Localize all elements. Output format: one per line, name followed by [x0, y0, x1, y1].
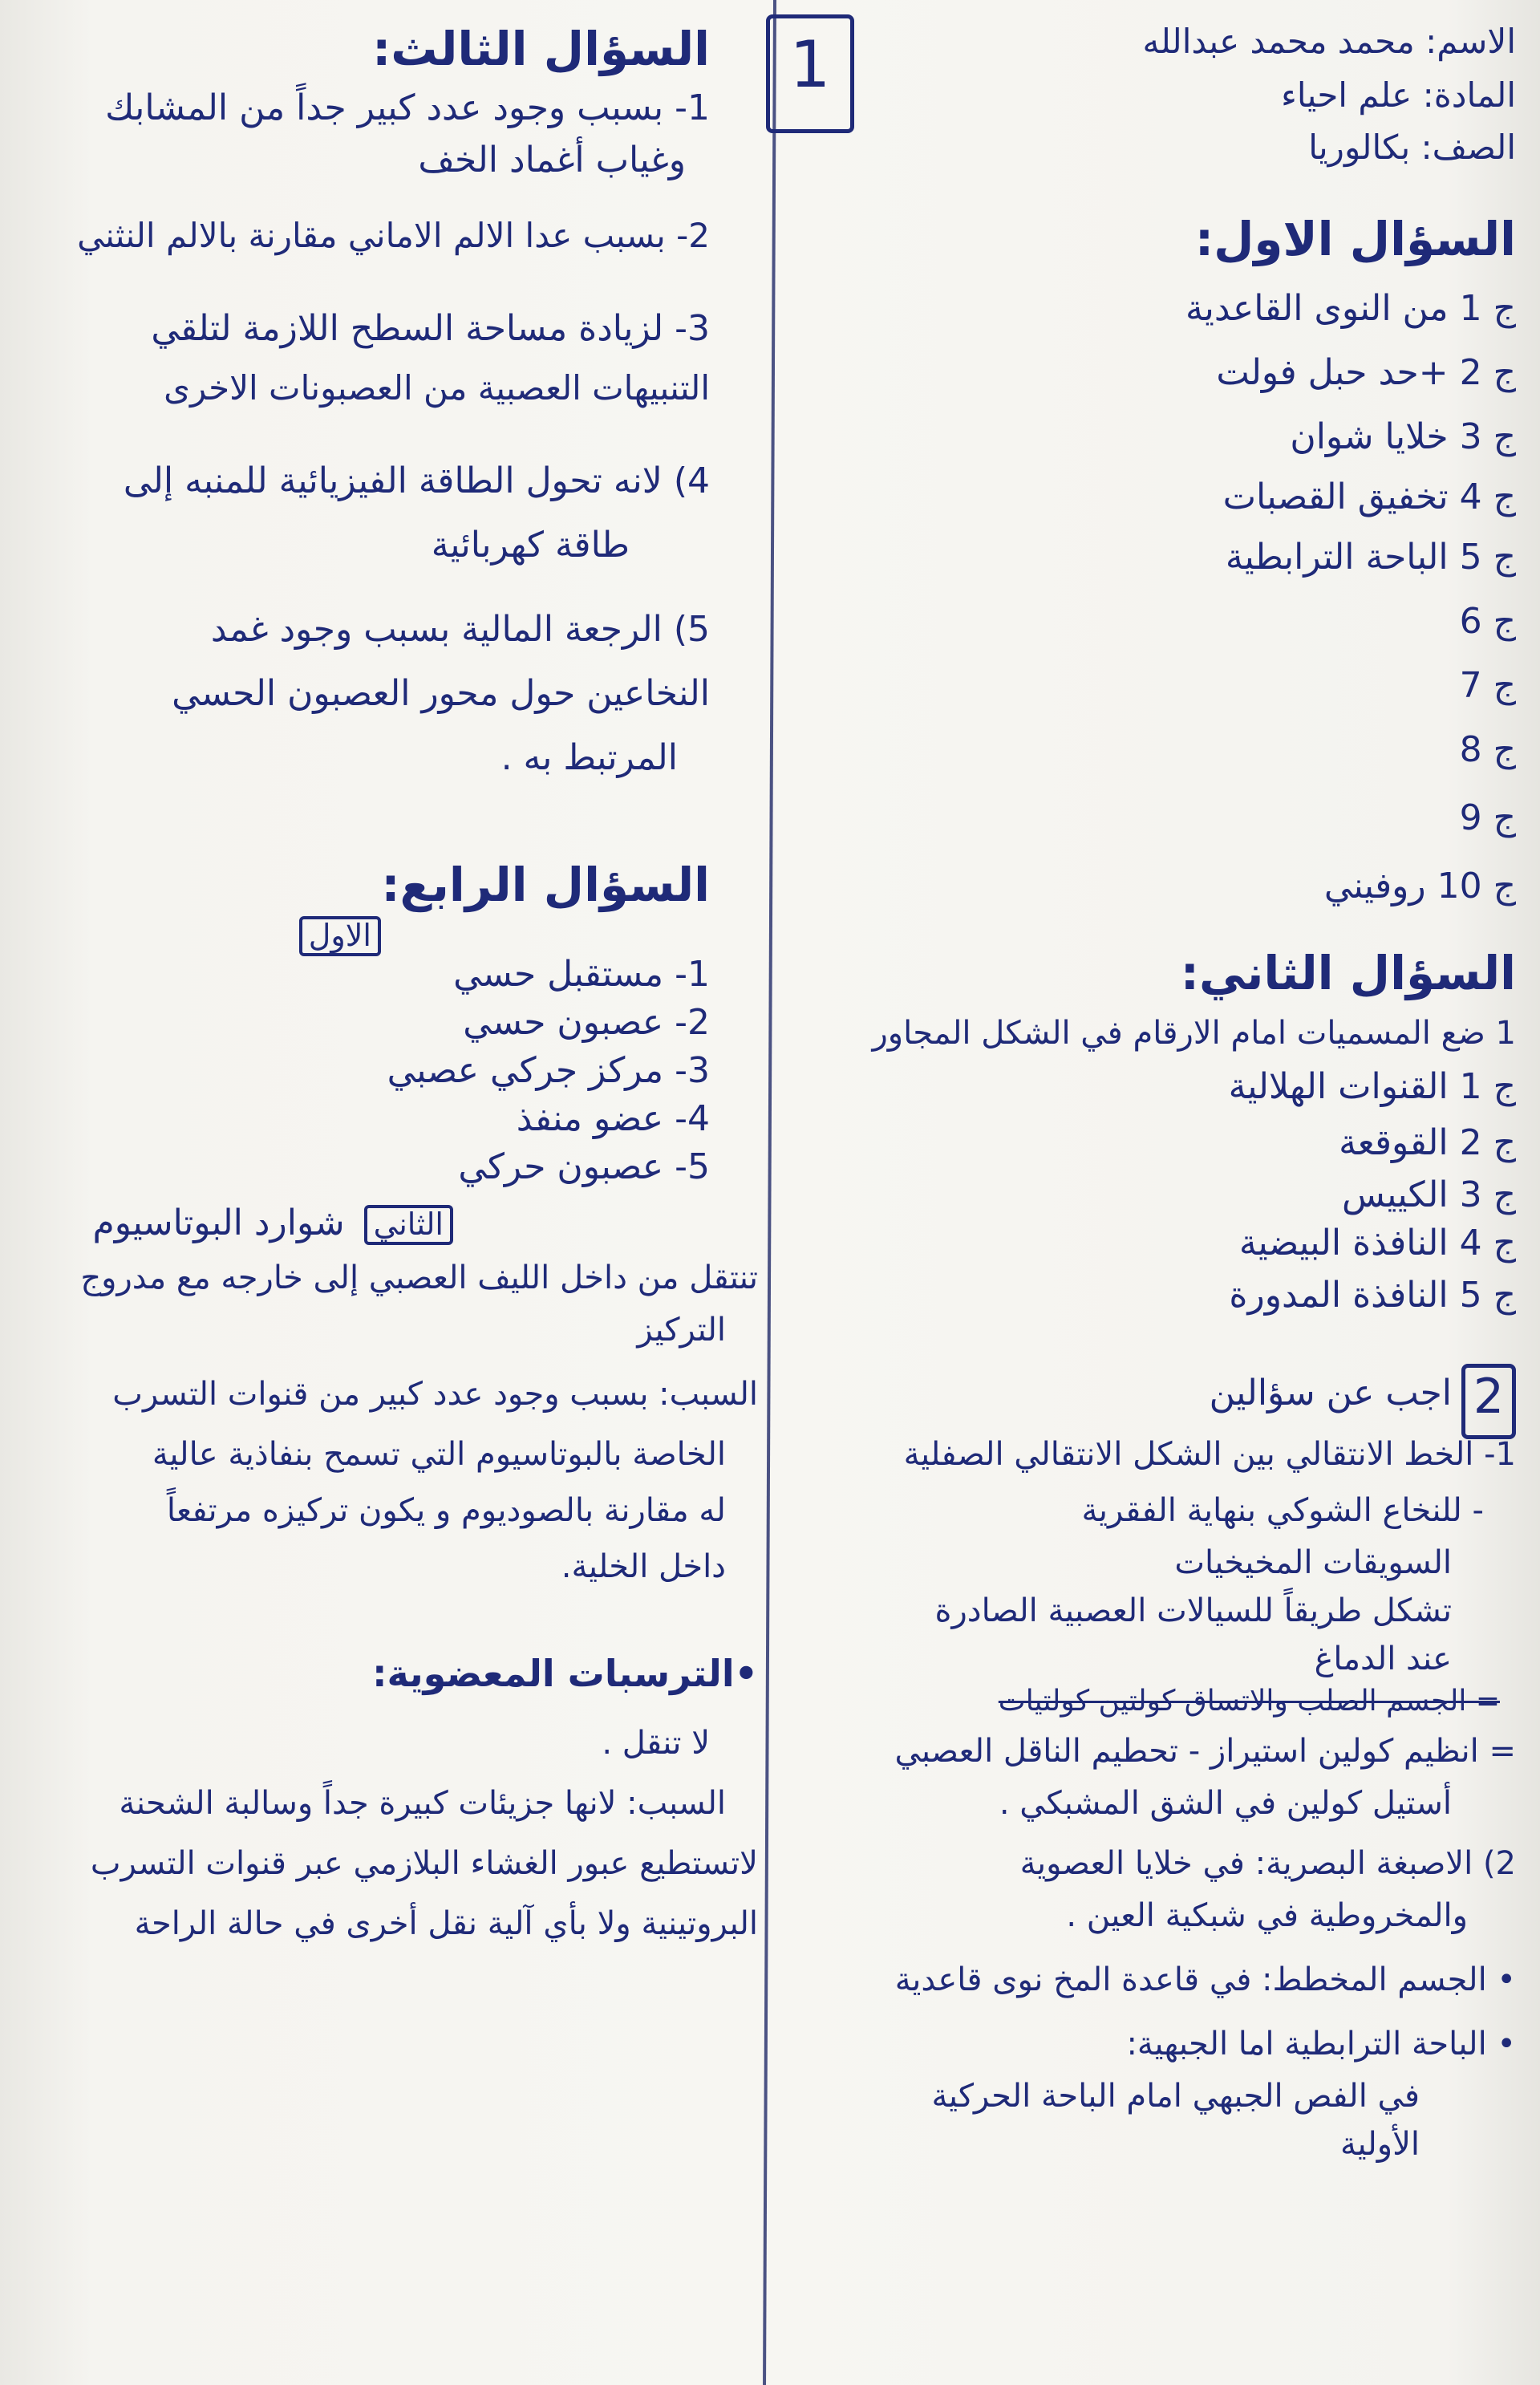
q4-second-line-1: تنتقل من داخل الليف العصبي إلى خارجه مع مدروج	[80, 1259, 758, 1296]
q4-list-2: 2- عصبون حسي	[463, 1002, 710, 1043]
section2-item-8: أستيل كولين في الشق المشبكي .	[999, 1785, 1452, 1822]
q4-third-line-3: لاتستطيع عبور الغشاء البلازمي عبر قنوات التسرب	[90, 1845, 758, 1882]
q4-list-1: 1- مستقبل حسي	[453, 954, 710, 995]
q4-title: السؤال الرابع:	[381, 858, 710, 912]
section2-item-7: = انظيم كولين استيراز - تحطيم الناقل العصبي	[894, 1733, 1516, 1770]
section2-item-10: والمخروطية في شبكية العين .	[1066, 1897, 1468, 1934]
section2-number-box: 2	[1461, 1364, 1516, 1439]
section2-item-12: • الباحة الترابطية اما الجبهية:	[1126, 2026, 1516, 2063]
q1-answer-7: ج 7	[1459, 665, 1516, 706]
q1-answer-2: ج 2 +حد حبل فولت	[1216, 352, 1516, 393]
section2-item-11: • الجسم المخطط: في قاعدة المخ نوى قاعدية	[894, 1961, 1516, 1998]
q4-second-row	[93, 1203, 454, 1245]
q3-item-5c: المرتبط به .	[500, 737, 678, 778]
q4-first-label: الاول	[299, 916, 381, 956]
q4-second-line-5: له مقارنة بالصوديوم و يكون تركيزه مرتفعاً	[166, 1492, 726, 1529]
q2-intro: 1 ضع المسميات امام الارقام في الشكل المجاور	[872, 1015, 1516, 1052]
q2-answer-2: ج 2 القوقعة	[1339, 1122, 1516, 1163]
q4-first-label-wrap	[291, 915, 381, 956]
student-name: الاسم: محمد محمد عبدالله	[1142, 22, 1516, 61]
section2-item-13: في الفص الجبهي امام الباحة الحركية	[931, 2078, 1420, 2115]
q1-answer-5: ج 5 الباحة الترابطية	[1225, 537, 1516, 578]
q3-item-3b: التنبيهات العصبية من العصبونات الاخرى	[164, 368, 710, 408]
q4-second-line-3: السبب: بسبب وجود عدد كبير من قنوات التسرب	[112, 1376, 758, 1413]
q1-answer-3: ج 3 خلايا شوان	[1290, 416, 1516, 457]
q1-answer-1: ج 1 من النوى القاعدية	[1185, 288, 1516, 329]
q3-item-4b: طاقة كهربائية	[431, 525, 630, 566]
section2-item-3: السويقات المخيخيات	[1174, 1544, 1452, 1581]
q4-second-line-4: الخاصة بالبوتاسيوم التي تسمح بنفاذية عالية	[152, 1436, 726, 1473]
q4-second-topic: شوارد البوتاسيوم	[92, 1203, 345, 1243]
q2-answer-4: ج 4 النافذة البيضية	[1238, 1223, 1516, 1263]
q4-third-line-4: البروتينية ولا بأي آلية نقل أخرى في حالة الراحة	[134, 1905, 758, 1942]
q3-item-1b: وغياب أغماد الخف	[418, 140, 686, 180]
q3-item-1: 1- بسبب وجود عدد كبير جداً من المشابك	[105, 87, 710, 128]
section2-item-5: عند الدماغ	[1314, 1641, 1452, 1677]
q1-answer-9: ج 9	[1459, 797, 1516, 838]
q2-title: السؤال الثاني:	[1180, 946, 1516, 1000]
q3-item-2: 2- بسبب عدا الالم الاماني مقارنة بالالم النثني	[77, 216, 710, 255]
q4-list-4: 4- عضو منفذ	[516, 1098, 710, 1139]
q4-second-line-6: داخل الخلية.	[561, 1548, 726, 1585]
q1-answer-10: ج 10 روفيني	[1323, 866, 1516, 907]
q1-answer-6: ج 6	[1459, 601, 1516, 642]
subject: المادة: علم احياء	[1281, 75, 1516, 115]
section2-item-4: تشكل طريقاً للسيالات العصبية الصادرة	[934, 1592, 1452, 1629]
q2-answer-3: ج 3 الكييس	[1342, 1174, 1516, 1215]
q4-second-label: الثاني	[364, 1205, 453, 1245]
q3-title: السؤال الثالث:	[372, 22, 710, 76]
section2-item-6-struck: = الجسم الصلب والاتساق كولتين كولتيات	[998, 1685, 1500, 1718]
section2-item-1: 1- الخط الانتقالي بين الشكل الانتقالي الصفلية	[903, 1436, 1516, 1473]
q3-item-5: 5) الرجعة المالية بسبب وجود غمد	[210, 609, 710, 650]
q1-answer-8: ج 8	[1459, 729, 1516, 770]
grade: الصف: بكالوريا	[1308, 128, 1516, 167]
q4-third-topic: •الترسبات المعضوية:	[372, 1652, 758, 1695]
q4-second-line-2: التركيز	[637, 1312, 726, 1349]
q2-answer-5: ج 5 النافذة المدورة	[1229, 1275, 1516, 1316]
q4-third-line-2: السبب: لانها جزيئات كبيرة جداً وسالبة الشحنة	[119, 1785, 726, 1822]
page-number-box: 1	[766, 14, 854, 133]
q4-third-line-1: لا تنقل .	[602, 1725, 710, 1762]
section2-item-14: الأولية	[1340, 2126, 1420, 2163]
section2-item-2: - للنخاع الشوكي بنهاية الفقرية	[1081, 1492, 1484, 1529]
column-divider	[763, 0, 776, 2385]
q4-list-5: 5- عصبون حركي	[458, 1146, 710, 1187]
q1-title: السؤال الاول:	[1194, 212, 1516, 266]
q3-item-4: 4) لانه تحول الطاقة الفيزيائية للمنبه إلى	[123, 460, 710, 501]
q2-answer-1: ج 1 القنوات الهلالية	[1228, 1066, 1516, 1107]
q1-answer-4: ج 4 تخفيق القصبات	[1222, 477, 1516, 517]
q3-item-5b: النخاعين حول محور العصبون الحسي	[172, 673, 710, 714]
section2-item-9: 2) الاصبغة البصرية: في خلايا العصوية	[1019, 1845, 1516, 1882]
section2-title: اجب عن سؤالين	[1209, 1373, 1452, 1414]
q4-list-3: 3- مركز جركي عصبي	[387, 1050, 710, 1091]
q3-item-3: 3- لزيادة مساحة السطح اللازمة لتلقي	[151, 308, 710, 349]
